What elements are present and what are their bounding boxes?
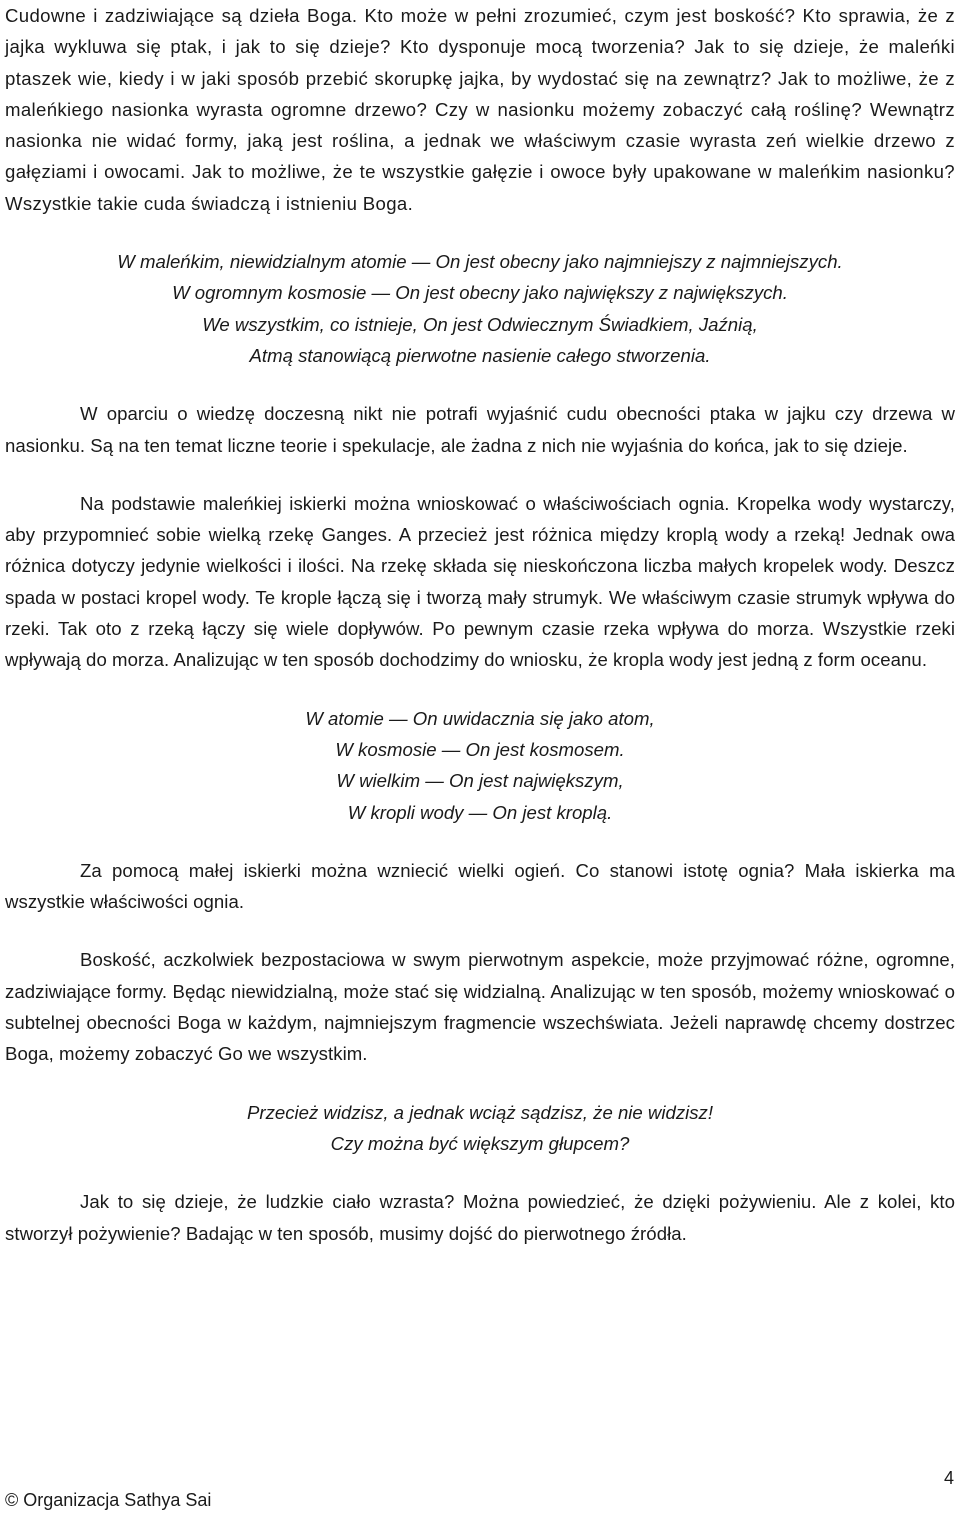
verse-line: Przecież widzisz, a jednak wciąż sądzisz, że nie widzisz! [246, 1101, 714, 1123]
verse-line: W kosmosie — On jest kosmosem. [335, 738, 625, 760]
paragraph-4: Za pomocą małej iskierki można wzniecić wielki ogień. Co stanowi istotę ognia? Mała iskierka ma wszystkie właściwości ognia. [5, 859, 955, 913]
verse-line: W maleńkim, niewidzialnym atomie — On jest obecny jako najmniejszy z najmniejszych. [117, 251, 843, 273]
paragraph-6: Jak to się dzieje, że ludzkie ciało wzrasta? Można powiedzieć, że dzięki pożywieniu. Ale z kolei, kto stworzył pożywienie? Badając w ten sposób, musimy dojść do pierwotnego źródła. [5, 1191, 955, 1244]
verse-line: W kropli wody — On jest kroplą. [347, 801, 613, 823]
verse-block-1 [5, 246, 955, 371]
verse-line: W ogromnym kosmosie — On jest obecny jako największy z największych. [172, 282, 788, 304]
verse-line: Atmą stanowiącą pierwotne nasienie całego stworzenia. [249, 344, 711, 366]
paragraph-3: Na podstawie maleńkiej iskierki można wnioskować o właściwościach ognia. Kropelka wody wystarczy, aby przypomnieć sobie wielką rzekę Ganges. A przecież jest różnica między kroplą wody a rzeką! Jednak owa różnica dotyczy jedynie wielkości i ilości. Na rzekę składa się nieskończona liczba małych kropelek wody. Deszcz spada w postaci kropel wody. Te krople łączą się i tworzą mały strumyk. We właściwym czasie strumyk wpływa do rzeki. Tak oto z rzeką łączy się wiele dopływów. Po pewnym czasie rzeka wpływa do morza. Wszystkie rzeki wpływają do morza. Analizując w ten sposób dochodzimy do wniosku, że kropla wody jest jedną z form oceanu. [5, 492, 955, 671]
verse-line: W atomie — On uwidacznia się jako atom, [305, 707, 655, 729]
verse-block-3 [5, 1097, 955, 1160]
verse-line: Czy można być większym głupcem? [330, 1132, 630, 1154]
document-page [5, 0, 955, 1249]
copyright-footer: © Organizacja Sathya Sai [5, 1490, 212, 1510]
verse-line: We wszystkim, co istnieje, On jest Odwiecznym Świadkiem, Jaźnią, [202, 313, 758, 335]
paragraph-5: Boskość, aczkolwiek bezpostaciowa w swym pierwotnym aspekcie, może przyjmować różne, ogromne, zadziwiające formy. Będąc niewidzialną, może stać się widzialną. Analizując w ten sposób, możemy wnioskować o subtelnej obecności Boga w każdym, najmniejszym fragmencie wszechświata. Jeżeli naprawdę chcemy dostrzec Boga, możemy zobaczyć Go we wszystkim. [5, 949, 955, 1065]
verse-line: W wielkim — On jest największym, [336, 770, 624, 792]
page-number: 4 [943, 1468, 954, 1488]
paragraph-2: W oparciu o wiedzę doczesną nikt nie potrafi wyjaśnić cudu obecności ptaka w jajku czy drzewa w nasionku. Są na ten temat liczne teorie i spekulacje, ale żadna z nich nie wyjaśnia do końca, jak to się dzieje. [5, 403, 955, 456]
paragraph-1: Cudowne i zadziwiające są dzieła Boga. Kto może w pełni zrozumieć, czym jest boskość? Kto sprawia, że z jajka wykluwa się ptak, i jak to się dzieje? Kto dysponuje mocą tworzenia? Jak to się dzieje, że maleńki ptaszek wie, kiedy i w jaki sposób przebić skorupkę jajka, by wydostać się na zewnątrz? Jak to możliwe, że z maleńkiego nasionka wyrasta ogromne drzewo? Czy w nasionku możemy zobaczyć całą roślinę? Wewnątrz nasionka nie widać formy, jaką jest roślina, a jednak we właściwym czasie wyrasta zeń wielkie drzewo z gałęziami i owocami. Jak to możliwe, że te wszystkie gałęzie i owoce były upakowane w maleńkim nasionku? Wszystkie takie cuda świadczą i istnieniu Boga. [5, 5, 955, 214]
verse-block-2 [5, 703, 955, 828]
